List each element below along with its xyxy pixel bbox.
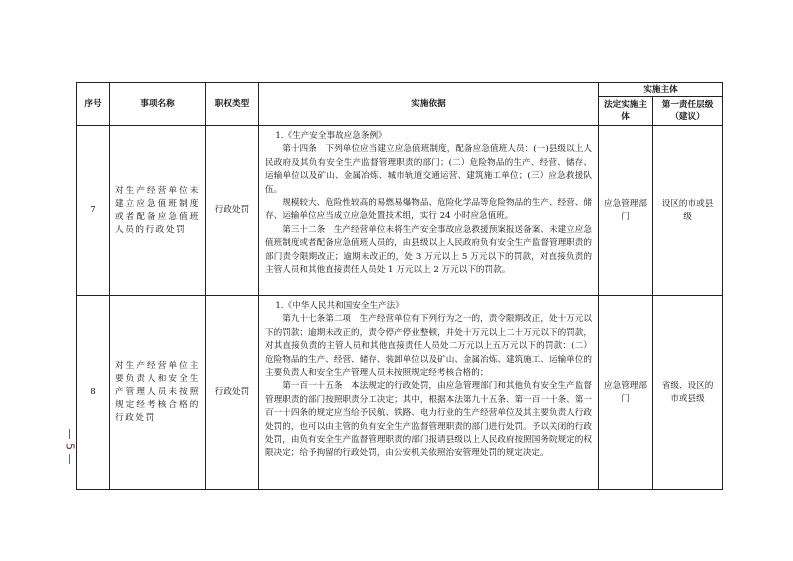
row-power-type: 行政处罚 [206,296,259,490]
header-first-level: 第一责任层级（建议） [653,97,723,126]
basis-law-title: 1.《生产安全事故应急条例》 [275,131,387,141]
row-item-name: 对生产经营单位主要负责人和安全生产管理人员未按照规定经考核合格的行政处罚 [110,296,206,490]
header-subject: 实施主体 [599,83,723,97]
header-power-type: 职权类型 [206,83,259,126]
header-seq: 序号 [77,83,110,126]
header-legal-subject: 法定实施主体 [599,97,653,126]
row-first-level: 省级、设区的市或县级 [653,296,723,490]
header-basis: 实施依据 [259,83,599,126]
enforcement-items-table [76,82,723,490]
basis-paragraph: 第九十七条第二项 生产经营单位有下列行为之一的，责令限期改正，处十万元以下的罚款；逾期未改正的，责令停产停业整顿，并处十万元以上二十万元以下的罚款，对其直接负责的主管人员和其他直接责任人员处二万元以上五万元以下的罚款：(二）危险物品的生产、经营、储存、装卸单位以及矿山、金属冶炼、建筑施工、运输单位的主要负责人和安全生产管理人员未按照规定经考核合格的； [265,314,592,379]
row-seq: 7 [77,126,110,296]
row-basis [259,296,599,490]
basis-paragraph: 第三十二条 生产经营单位未将生产安全事故应急救援预案报送备案、未建立应急值班制度或者配备应急值班人员的，由县级以上人民政府负有安全生产监督管理职责的部门责令限期改正；逾期未改正的，处 3 万元以上 5 万元以下的罚款，对直接负责的主管人员和其他直接责任人员处 1 万元以上 2 万元以下的罚款。 [265,224,592,276]
table-row [77,296,723,490]
row-first-level: 设区的市或县级 [653,126,723,296]
row-power-type: 行政处罚 [206,126,259,296]
page-number: — 5 — [63,428,77,465]
basis-law-title: 1.《中华人民共和国安全生产法》 [275,301,404,311]
basis-paragraph: 规模较大、危险性较高的易燃易爆物品、危险化学品等危险物品的生产、经营、储存、运输单位应当成立应急处置技术组，实行 24 小时应急值班。 [265,198,592,222]
row-seq: 8 [77,296,110,490]
row-legal-subject: 应急管理部门 [599,126,653,296]
row-item-name: 对生产经营单位未建立应急值班制度或者配备应急值班人员的行政处罚 [110,126,206,296]
table-row [77,126,723,296]
basis-paragraph: 第一百一十五条 本法规定的行政处罚，由应急管理部门和其他负有安全生产监督管理职责的部门按照职责分工决定；其中，根据本法第九十五条、第一百一十条、第一百一十四条的规定应当给予民航、铁路、电力行业的生产经营单位及其主要负责人行政处罚的，也可以由主管的负有安全生产监督管理职责的部门进行处罚。予以关闭的行政处罚，由负有安全生产监督管理职责的部门报请县级以上人民政府按照国务院规定的权限决定；给予拘留的行政处罚，由公安机关依照治安管理处罚的规定决定。 [265,381,592,459]
header-item-name: 事项名称 [110,83,206,126]
basis-paragraph: 第十四条 下列单位应当建立应急值班制度，配备应急值班人员：(一)县级以上人民政府及其负有安全生产监督管理职责的部门；(二）危险物品的生产、经营、储存、运输单位以及矿山、金属冶炼、城市轨道交通运营、建筑施工单位；(三）应急救援队伍。 [265,144,592,195]
row-legal-subject: 应急管理部门 [599,296,653,490]
row-basis [259,126,599,296]
